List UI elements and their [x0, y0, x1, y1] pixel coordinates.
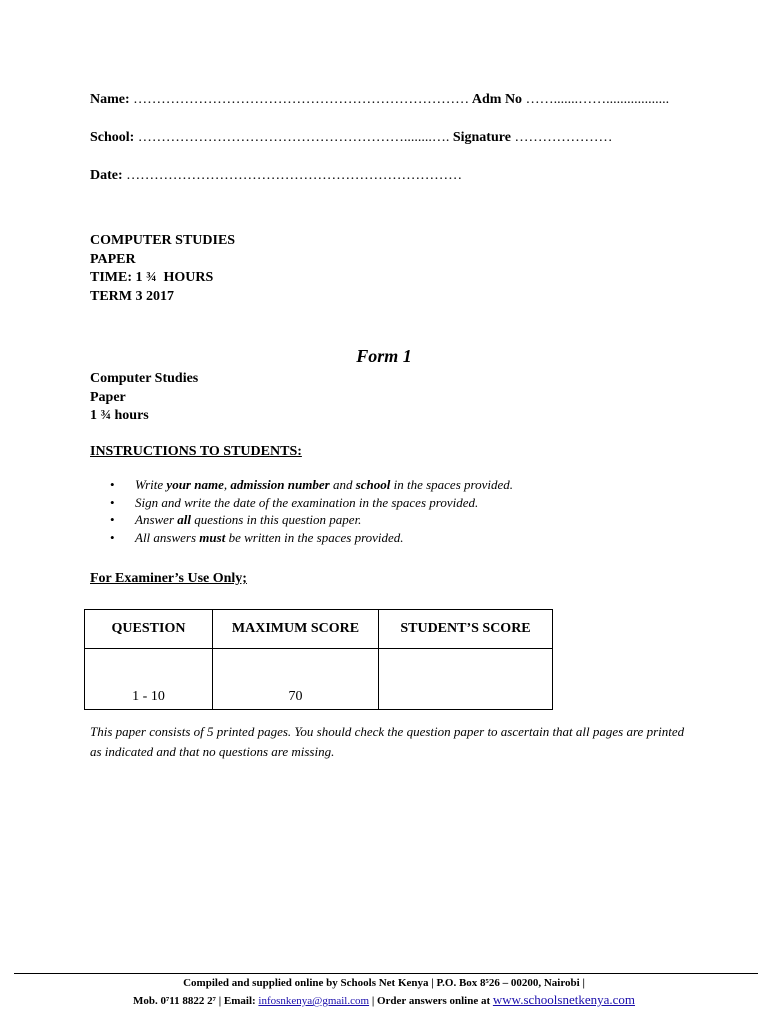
sub-paper: Paper — [90, 389, 126, 405]
name-label: Name: — [90, 92, 130, 107]
adm-dots: …….......…….................. — [525, 92, 670, 107]
school-label: School: — [90, 130, 135, 145]
instruction-text: Write — [135, 477, 167, 492]
instruction-text: All answers — [135, 529, 200, 545]
table-header-row — [85, 610, 553, 649]
sub-duration: 1 ¾ hours — [90, 408, 149, 423]
footer-email-link[interactable]: infosnkenya@gmail.com — [258, 995, 370, 1007]
exam-time: TIME: 1 ¾ HOURS — [90, 270, 214, 285]
exam-subject: COMPUTER STUDIES — [90, 233, 236, 248]
signature-dots: ………………… — [514, 130, 613, 145]
instruction-text: in the spaces provided. — [390, 477, 513, 492]
instruction-item — [90, 529, 513, 547]
sub-subject: Computer Studies — [90, 371, 199, 386]
table-header-max-score: MAXIMUM SCORE — [213, 610, 379, 649]
instruction-item — [90, 511, 513, 529]
name-field-row — [90, 92, 669, 108]
exam-paper: PAPER — [90, 251, 136, 267]
footer-line-1: Compiled and supplied online by Schools Net Kenya | P.O. Box 8⁵26 – 00200, Nairobi | — [183, 977, 585, 989]
table-cell-student-score[interactable] — [379, 649, 553, 710]
school-dots: …………………………………………………........…. — [137, 130, 450, 145]
table-cell-max-score: 70 — [213, 649, 379, 710]
instruction-text: questions in this question paper. — [190, 512, 362, 527]
footer-line-2 — [0, 992, 768, 1009]
signature-label: Signature — [452, 130, 511, 145]
instruction-emphasis: school — [355, 477, 391, 492]
footer-website-link[interactable]: www.schoolsnetkenya.com — [492, 992, 636, 1007]
bullet-icon: • — [110, 529, 115, 545]
table-cell-question: 1 - 10 — [85, 649, 213, 710]
table-row — [85, 649, 553, 710]
form-title: Form 1 — [356, 346, 412, 366]
examiner-title: For Examiner’s Use Only; — [90, 571, 247, 586]
instruction-text: Sign and write the date of the examination in the spaces provided. — [135, 494, 479, 510]
exam-header — [90, 232, 235, 306]
instruction-emphasis: must — [199, 529, 226, 545]
date-label: Date: — [90, 168, 123, 183]
instruction-emphasis: your name — [166, 477, 224, 492]
instruction-text: and — [329, 477, 356, 492]
school-field-row — [90, 130, 612, 146]
bullet-icon: • — [110, 477, 115, 492]
table-header-question: QUESTION — [85, 610, 213, 649]
bullet-icon: • — [110, 512, 115, 527]
sub-header — [90, 370, 198, 426]
instruction-text: , — [223, 477, 231, 492]
footer-mobile: Mob. 0⁷11 8822 2⁷ | Email: — [132, 995, 259, 1007]
instruction-emphasis: admission number — [230, 477, 330, 492]
instruction-text: Answer — [135, 512, 178, 527]
instruction-emphasis: all — [177, 512, 191, 527]
page-count-note: This paper consists of 5 printed pages. You should check the question paper to ascertain that all pages are printed as indicated and that no questions are missing. — [90, 724, 685, 759]
name-dots: ……………………………………………………………… — [133, 92, 470, 107]
instructions-title: INSTRUCTIONS TO STUDENTS: — [90, 444, 302, 459]
adm-label: Adm No — [471, 92, 523, 107]
instructions-list — [90, 476, 513, 546]
instruction-item — [90, 494, 513, 512]
bullet-icon: • — [110, 494, 115, 510]
instruction-item — [90, 476, 513, 494]
exam-term: TERM 3 2017 — [90, 288, 174, 304]
footer-order-text: | Order answers online at — [369, 995, 493, 1007]
instruction-text: be written in the spaces provided. — [225, 529, 404, 545]
footer-divider — [14, 973, 758, 974]
date-field-row — [90, 168, 462, 184]
score-table — [84, 609, 553, 710]
table-header-student-score: STUDENT’S SCORE — [379, 610, 553, 649]
date-dots: ……………………………………………………………… — [126, 168, 463, 183]
